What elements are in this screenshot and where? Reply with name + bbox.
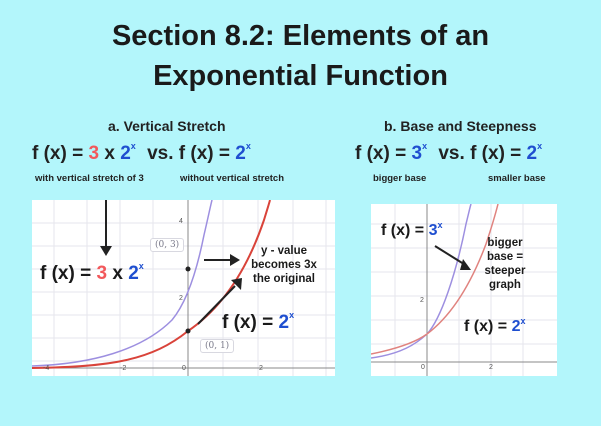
note-smaller-base: smaller base <box>488 173 546 184</box>
arrow-right-head <box>230 254 240 266</box>
point-label-0-1: (0, 1) <box>200 339 234 353</box>
note-with-stretch: with vertical stretch of 3 <box>35 173 144 184</box>
graph-eq-plain: f $(x) = 2^x$ <box>222 310 295 333</box>
note-bigger-base: bigger base <box>373 173 427 184</box>
note-without-stretch: without vertical stretch <box>180 173 284 184</box>
x-tick-neg4: -4 <box>43 365 50 372</box>
y-tick-2: 2 <box>179 295 183 302</box>
arrow-b-head <box>460 259 471 270</box>
y-tick-4: 4 <box>179 218 183 225</box>
x-tick-b-2: 2 <box>489 364 493 371</box>
x-tick-neg2: -2 <box>120 365 127 372</box>
graph-eq-base3: f $(x) = 3^x$ <box>381 220 443 239</box>
page-title-line-1: Section 8.2: Elements of an <box>111 20 490 52</box>
x-tick-2: 2 <box>259 365 263 372</box>
annotation-3x: y - value becomes 3x the original <box>251 245 317 285</box>
section-a-equation-stretched: f (x) = 3 x 2$^x$ vs. f $(x) = 2^x$ <box>32 141 251 164</box>
x-tick-b-0: 0 <box>421 364 425 371</box>
y-tick-b-2: 2 <box>420 297 424 304</box>
annotation-steeper: bigger base = steeper graph <box>484 237 526 291</box>
point-0-1 <box>186 329 191 334</box>
section-b-heading: b. Base and Steepness <box>384 118 537 134</box>
x-tick-0: 0 <box>182 365 186 372</box>
point-label-0-3: (0, 3) <box>150 238 184 252</box>
section-a-heading: a. Vertical Stretch <box>108 118 226 134</box>
vertical-stretch-graph <box>32 200 335 376</box>
vertical-stretch-plot <box>32 200 335 376</box>
point-0-3 <box>186 267 191 272</box>
graph-eq-stretched: f (x) = 3 x 2$^x$ <box>40 261 144 284</box>
section-b-equation: f $(x) = 3^x$ vs. f $(x) = 2^x$ <box>355 141 543 164</box>
page-title-line-2: Exponential Function <box>153 60 448 92</box>
arrow-down-head <box>100 246 112 256</box>
base-steepness-graph <box>371 204 557 376</box>
graph-eq-base2: f $(x) = 2^x$ <box>464 316 526 335</box>
